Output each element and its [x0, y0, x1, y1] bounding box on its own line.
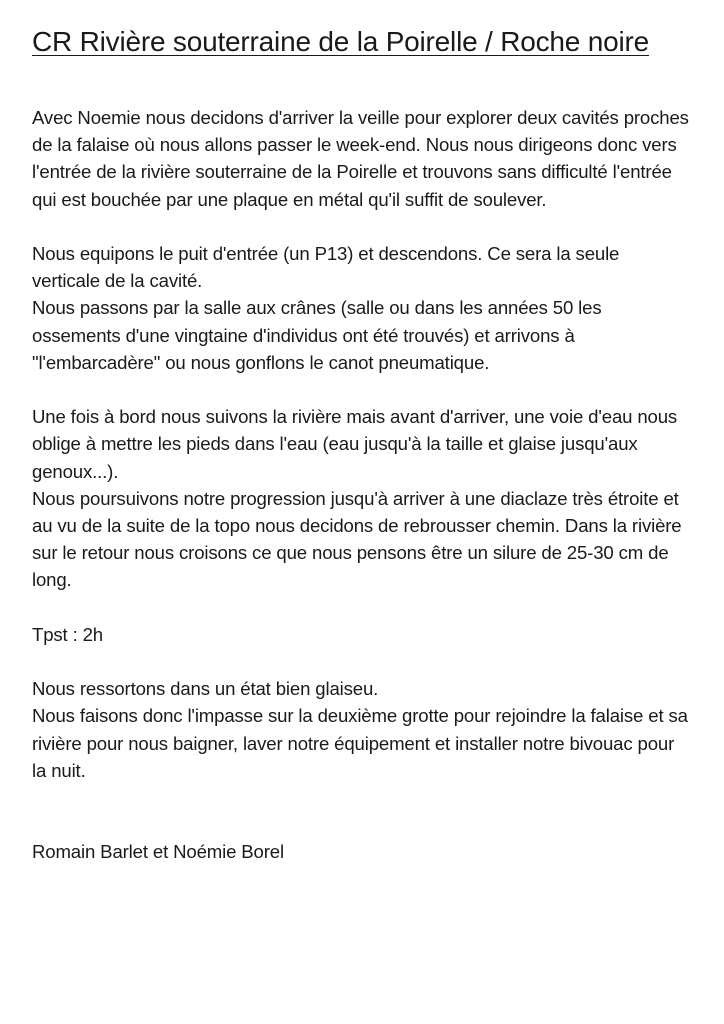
paragraph-line: Nous equipons le puit d'entrée (un P13) et descendons. Ce sera la seule verticale de la cavité. — [32, 243, 620, 292]
paragraph-line: Une fois à bord nous suivons la rivière mais avant d'arriver, une voie d'eau nous oblige à mettre les pieds dans l'eau (eau jusqu'à la taille et glaise jusqu'aux genoux...). — [32, 406, 678, 482]
paragraph-line: Nous poursuivons notre progression jusqu'à arriver à une diaclaze très étroite et au vu de la suite de la topo nous decidons de rebrousser chemin. Dans la rivière sur le retour nous croisons ce que nous pensons être un silure de 25-30 cm de long. — [32, 487, 682, 591]
paragraph-spacer — [32, 648, 692, 675]
signature: Romain Barlet et Noémie Borel — [32, 841, 284, 863]
paragraph-line: Avec Noemie nous decidons d'arriver la veille pour explorer deux cavités proches de la falaise où nous allons passer le week-end. Nous nous dirigeons donc vers l'entrée de la rivière souterraine de la Poirelle et trouvons sans difficulté l'entrée qui est bouchée par une plaque en métal qu'il suffit de soulever. — [32, 107, 689, 210]
paragraph-line: Nous faisons donc l'impasse sur la deuxième grotte pour rejoindre la falaise et sa rivière pour nous baigner, laver notre équipement et installer notre bivouac pour la nuit. — [32, 705, 688, 781]
document-page — [32, 22, 692, 866]
paragraph-intro — [32, 104, 692, 213]
paragraph-river — [32, 403, 692, 593]
paragraph-line: Nous passons par la salle aux crânes (salle ou dans les années 50 les ossements d'une vingtaine d'individus ont été trouvés) et arrivons à "l'embarcadère" ou nous gonflons le canot pneumatique. — [32, 297, 602, 373]
paragraph-spacer — [32, 594, 692, 621]
paragraph-line: Nous ressortons dans un état bien glaiseu. — [32, 678, 379, 700]
page-title: CR Rivière souterraine de la Poirelle / Roche noire — [32, 26, 649, 57]
paragraph-exit — [32, 675, 692, 784]
paragraph-descent — [32, 240, 692, 376]
signature-spacer — [32, 784, 692, 838]
paragraph-spacer — [32, 213, 692, 240]
paragraph-tpst — [32, 621, 692, 648]
paragraph-spacer — [32, 376, 692, 403]
article-body — [32, 104, 692, 866]
tpst-line: Tpst : 2h — [32, 623, 103, 645]
